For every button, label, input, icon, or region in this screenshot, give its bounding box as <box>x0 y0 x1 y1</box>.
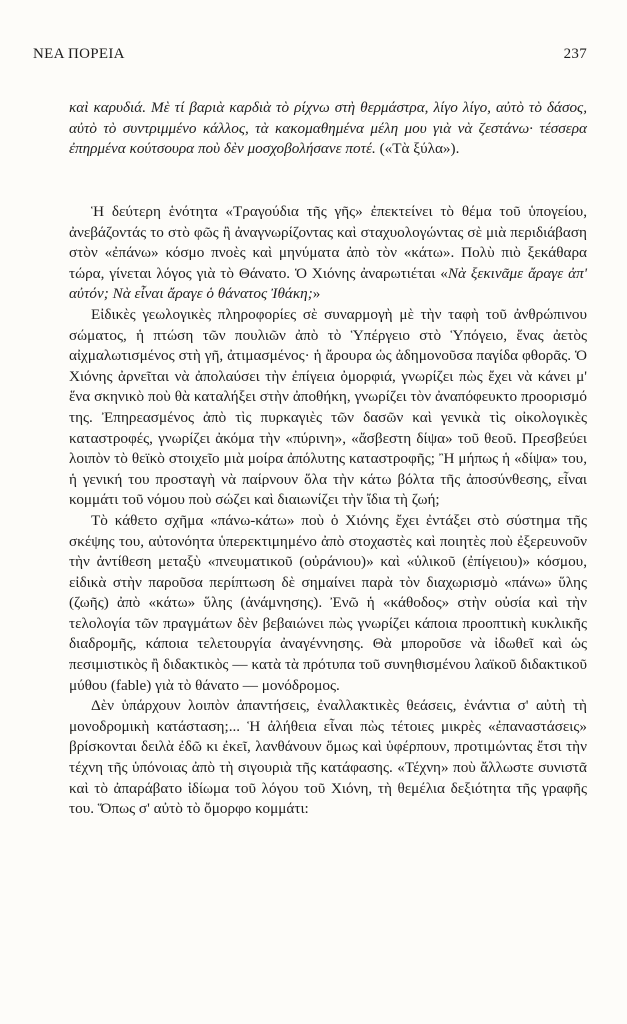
page-header <box>33 46 587 63</box>
running-title: ΝΕΑ ΠΟΡΕΙΑ <box>33 46 125 62</box>
paragraph <box>69 202 587 305</box>
paragraph: Τὸ κάθετο σχῆμα «πάνω-κάτω» ποὺ ὁ Χιόνης ἔχει ἐντάξει στὸ σύστημα τῆς σκέψης του, αὐτονόητα ὑπερεκτιμημένο ἀπὸ στοχαστὲς καὶ ποιητὲς ποὺ ἐξερευνοῦν τὴν ἀντίθεση μεταξὺ «πνευματικοῦ (οὐράνιου)» καὶ «ὑλικοῦ (ἐπίγειου)» κόσμου, εἰδικὰ στὴν παροῦσα περίπτωση δὲ σημαίνει παρὰ τὸν διαχωρισμὸ «πάνω» ὕλης (ζωῆς) ἀπὸ «κάτω» ὕλης (ἀνάμνησης). Ἐνῶ ἡ «κάθοδος» στὴν οὐσία καὶ τὴν τελολογία τῶν πραγμάτων δὲν βεβαιώνει πὼς γνωρίζει κάποια προοπτικὴ κυκλικῆς διαδρομῆς, κάποια τελετουργία ἀναγέννησης. Θὰ μποροῦσε νὰ ἰδωθεῖ καὶ ὡς πεσιμιστικὸς ἢ διδακτικὸς — κατὰ τὰ πρότυπα τοῦ συνηθισμένου λαϊκοῦ διδακτικοῦ μύθου (fable) γιὰ τὸ θάνατο — μονόδρομος. <box>69 511 587 694</box>
quote-source: («Τὰ ξύλα»). <box>379 140 460 158</box>
quoted-question: Νὰ ξεκινᾶμε ἄραγε ἀπ' αὐτόν; Νὰ εἶναι ἄραγε ὁ θάνατος Ἰθάκη; <box>69 264 587 303</box>
paragraph-text: Ἡ δεύτερη ἑνότητα «Τραγούδια τῆς γῆς» ἐπεκτείνει τὸ θέμα τοῦ ὑπογείου, ἀνεβάζοντάς το στὸ φῶς ἢ ἀναγνωρίζοντας καὶ σταχυολογώντας σὲ μιὰ περιδιάβαση στὸν «ἐπάνω» κόσμο πνοὲς καὶ μηνύματα ἀπὸ τὸν «κάτω». Πολὺ πιὸ ξεκάθαρα τώρα, γίνεται λόγος γιὰ τὸ Θάνατο. Ὁ Χιόνης ἀναρωτιέται « <box>69 203 587 282</box>
paragraph: Εἰδικὲς γεωλογικὲς πληροφορίες σὲ συναρμογὴ μὲ τὴν ταφὴ τοῦ ἀνθρώπινου σώματος, ἡ πτώση τῶν πουλιῶν ἀπὸ τὸ Ὑπέργειο στὸ Ὑπόγειο, ἕνας ἀετὸς αἰχμαλωτισμένος στὴ γῆ, ἀτιμασμένος· ἡ ἄρουρα ὡς ἀδημονοῦσα παγίδα φθορᾶς. Ὁ Χιόνης ἀρνεῖται νὰ ἀπολαύσει τὴν ἐπίγεια ὀμορφιά, γνωρίζει πὼς ἔχει νὰ κάνει μ' ἕνα σκηνικὸ ποὺ θὰ καταλήξει στὴν ἀποθήκη, γνωρίζει τὸν ἀναπόφευκτο προορισμό της. Ἐπηρεασμένος ἀπὸ τὶς πυρκαγιὲς τῶν δασῶν καὶ γενικὰ τὶς οἰκολογικὲς καταστροφές, γνωρίζει ἀκόμα τὴν «πύρινη», «ἄσβεστη δίψα» τοῦ θεοῦ. Πρεσβεύει λοιπὸν τὸ θεϊκὸ στοιχεῖο μιὰ μοίρα ἀπόλυτης καταστροφῆς; Ἢ μήπως ἡ «δίψα» του, ἡ γενική του προσταγὴ νὰ παίρνουν ὅλα τὴν κάτω βόλτα τῆς ἀποσύνθεσης, εἶναι κομμάτι τοῦ νόμου ποὺ σώζει καὶ διαιωνίζει τὴν ἴδια τὴ ζωή; <box>69 305 587 509</box>
paragraph-text: » <box>312 285 321 303</box>
paragraph: Δὲν ὑπάρχουν λοιπὸν ἀπαντήσεις, ἐναλλακτικὲς θεάσεις, ἐνάντια σ' αὐτὴ τὴ μονοδρομικὴ κατάσταση;... Ἡ ἀλήθεια εἶναι πὼς τέτοιες μικρὲς «ἐπαναστάσεις» βρίσκονται δειλὰ ἐδῶ κι ἐκεῖ, λανθάνουν ὅμως καὶ ὑφέρπουν, προτιμώντας ἔτσι τὴν τέχνη τῆς ὑπόνοιας ἀπὸ τὴ σιγουριὰ τῆς κατάφασης. «Τέχνη» ποὺ ἄλλωστε συνιστᾶ καὶ τὸ ἀπαράβατο ἰδίωμα τοῦ λόγου τοῦ Χιόνη, τὴ θεμέλια δεξιότητα τῆς γραφῆς του. Ὅπως σ' αὐτὸ τὸ ὄμορφο κομμάτι: <box>69 697 587 818</box>
body-text <box>69 202 587 820</box>
page-number: 237 <box>563 46 587 62</box>
poem-quote <box>69 98 587 160</box>
quote-text: καὶ καρυδιά. Μὲ τί βαριὰ καρδιὰ τὸ ρίχνω στὴ θερμάστρα, λίγο λίγο, αὐτὸ τὸ δάσος, αὐτὸ τὸ συντριμμένο κάλλος, τὰ κακομαθημένα μέλη μου γιὰ νὰ ζεστάνω· τέσσερα ἐπηρμένα κούτσουρα ποὺ δὲν μοσχοβολήσανε ποτέ. <box>69 99 587 158</box>
